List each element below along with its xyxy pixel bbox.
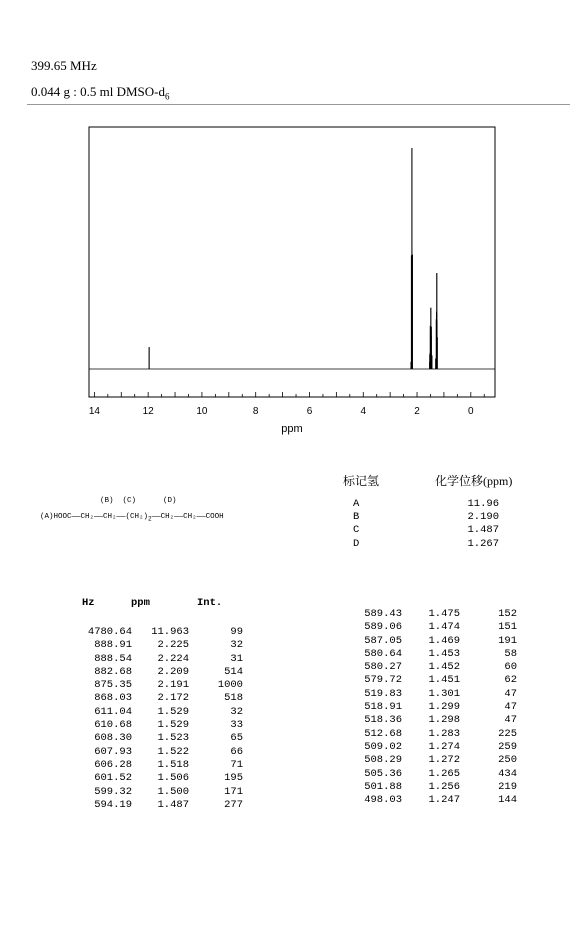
peak-row — [353, 661, 517, 674]
peak-row — [353, 648, 517, 661]
formula-part-2: ——CH₂——CH₂——COOH — [151, 513, 224, 521]
peak-hz: 580.64 — [364, 647, 402, 660]
assignment-header-shift: 化学位移(ppm) — [435, 474, 513, 488]
peak-int: 518 — [224, 692, 243, 705]
assignment-label: D — [353, 537, 360, 550]
peak-row — [353, 781, 517, 794]
structure-position-labels: (B) (C) (D) — [100, 497, 177, 505]
peak-int: 47 — [504, 687, 517, 700]
peak-ppm: 1.475 — [428, 608, 460, 620]
peak-int: 434 — [498, 767, 517, 780]
peak-row — [353, 728, 517, 741]
peak-row — [64, 679, 243, 692]
assignment-row — [353, 524, 499, 537]
peak-hz: 512.68 — [364, 727, 402, 740]
spectrometer-frequency: 399.65 MHz — [31, 58, 97, 73]
formula-part-1: (A)HOOC——CH₂——CH₂——(CH₂) — [40, 513, 149, 521]
peak-header-int: Int. — [197, 597, 223, 609]
peak-ppm: 1.274 — [428, 740, 460, 753]
x-axis-label: ppm — [281, 423, 303, 435]
peak-hz: 601.52 — [94, 772, 132, 785]
peak-row — [64, 692, 243, 705]
peak-ppm: 11.963 — [151, 626, 189, 638]
peak-row — [64, 653, 243, 666]
peak-ppm: 1.529 — [157, 719, 189, 732]
peak-row — [353, 621, 517, 634]
peak-row — [64, 732, 243, 745]
peak-row — [64, 719, 243, 732]
peak-int: 219 — [498, 780, 517, 793]
peak-header-hz: Hz — [82, 597, 95, 609]
peak-int: 259 — [498, 740, 517, 753]
peak-hz: 606.28 — [94, 758, 132, 771]
peak-int: 250 — [498, 754, 517, 767]
peak-ppm: 1.451 — [428, 674, 460, 687]
peak-int: 151 — [498, 621, 517, 634]
formula-subscript: 2 — [148, 515, 152, 523]
x-tick-label: 0 — [468, 406, 474, 417]
peak-ppm: 1.283 — [428, 727, 460, 740]
peak-int: 1000 — [217, 679, 243, 692]
peak-ppm: 1.518 — [157, 758, 189, 771]
peak-int: 60 — [504, 661, 517, 674]
peak-row — [353, 688, 517, 701]
peak-hz: 610.68 — [94, 719, 132, 732]
nmr-spectrum-chart — [0, 0, 570, 450]
peak-row — [353, 741, 517, 754]
peak-hz: 498.03 — [364, 794, 402, 807]
x-tick-label: 14 — [88, 406, 100, 417]
peak-int: 277 — [224, 798, 243, 811]
peak-row — [64, 746, 243, 759]
peak-hz: 599.32 — [94, 785, 132, 798]
peak-row — [353, 674, 517, 687]
peak-hz: 888.91 — [94, 639, 132, 652]
peak-hz: 589.43 — [364, 608, 402, 620]
peak-ppm: 1.500 — [157, 785, 189, 798]
peak-hz: 607.93 — [94, 745, 132, 758]
peak-int: 33 — [230, 719, 243, 732]
assignment-label: C — [353, 524, 360, 537]
peak-row — [353, 714, 517, 727]
peak-int: 47 — [504, 714, 517, 727]
peak-ppm: 1.272 — [428, 754, 460, 767]
peak-hz: 611.04 — [94, 705, 132, 718]
peak-hz: 868.03 — [94, 692, 132, 705]
peak-row — [353, 794, 517, 807]
peak-hz: 888.54 — [94, 652, 132, 665]
peak-int: 191 — [498, 634, 517, 647]
assignment-table — [353, 498, 499, 551]
peak-ppm: 1.452 — [428, 661, 460, 674]
peak-row — [353, 635, 517, 648]
peak-int: 171 — [224, 785, 243, 798]
peak-ppm: 1.506 — [157, 772, 189, 785]
structure-formula — [40, 513, 224, 523]
assignment-value: 1.267 — [467, 537, 499, 550]
x-tick-label: 12 — [142, 406, 154, 417]
peak-hz: 594.19 — [94, 798, 132, 811]
peak-hz: 518.91 — [364, 701, 402, 714]
peak-ppm: 1.487 — [157, 798, 189, 811]
peak-ppm: 1.247 — [428, 794, 460, 807]
peak-ppm: 2.209 — [157, 665, 189, 678]
peak-hz: 509.02 — [364, 740, 402, 753]
peak-ppm: 1.529 — [157, 705, 189, 718]
peak-hz: 4780.64 — [87, 626, 132, 638]
peak-row — [64, 799, 243, 812]
peak-hz: 505.36 — [364, 767, 402, 780]
peak-int: 58 — [504, 647, 517, 660]
peak-int: 32 — [230, 639, 243, 652]
assignment-row — [353, 498, 499, 511]
peak-hz: 508.29 — [364, 754, 402, 767]
peak-int: 144 — [498, 794, 517, 807]
peak-hz: 518.36 — [364, 714, 402, 727]
peak-hz: 608.30 — [94, 732, 132, 745]
peak-row — [64, 786, 243, 799]
peak-int: 195 — [224, 772, 243, 785]
peak-ppm: 1.469 — [428, 634, 460, 647]
peak-row — [353, 701, 517, 714]
peak-hz: 579.72 — [364, 674, 402, 687]
peak-hz: 519.83 — [364, 687, 402, 700]
peak-int: 31 — [230, 652, 243, 665]
peak-int: 99 — [230, 626, 243, 638]
peak-hz: 587.05 — [364, 634, 402, 647]
sample-text: 0.044 g : 0.5 ml DMSO-d — [31, 84, 165, 99]
peak-ppm: 1.298 — [428, 714, 460, 727]
peak-ppm: 2.224 — [157, 652, 189, 665]
peak-ppm: 1.301 — [428, 687, 460, 700]
spectrum-trace — [89, 148, 495, 369]
peak-row — [64, 626, 243, 639]
peak-hz: 580.27 — [364, 661, 402, 674]
sample-subscript: 6 — [164, 91, 170, 102]
peak-row — [64, 639, 243, 652]
x-tick-label: 4 — [360, 406, 367, 417]
assignment-header-label: 标记氢 — [343, 474, 380, 488]
assignment-value: 2.190 — [467, 511, 499, 524]
peak-ppm: 2.172 — [157, 692, 189, 705]
plot-frame — [89, 127, 495, 397]
peak-ppm: 1.299 — [428, 701, 460, 714]
peak-ppm: 1.265 — [428, 767, 460, 780]
peak-table-right — [353, 608, 517, 807]
assignment-row — [353, 511, 499, 524]
peak-int: 225 — [498, 727, 517, 740]
peak-ppm: 1.522 — [157, 745, 189, 758]
peak-row — [353, 768, 517, 781]
x-tick-label: 8 — [252, 406, 259, 417]
peak-hz: 589.06 — [364, 621, 402, 634]
peak-int: 514 — [224, 665, 243, 678]
peak-ppm: 2.191 — [157, 679, 189, 692]
peak-int: 66 — [230, 745, 243, 758]
peak-table-left — [64, 626, 243, 812]
peak-row — [64, 706, 243, 719]
peak-int: 152 — [498, 608, 517, 620]
peak-row — [353, 754, 517, 767]
peak-ppm: 1.256 — [428, 780, 460, 793]
assignment-value: 11.96 — [467, 498, 499, 510]
peak-header-ppm: ppm — [131, 597, 150, 609]
peak-ppm: 1.523 — [157, 732, 189, 745]
peak-int: 62 — [504, 674, 517, 687]
x-tick-label: 6 — [306, 406, 313, 417]
peak-hz: 875.35 — [94, 679, 132, 692]
assignment-label: B — [353, 511, 360, 524]
x-tick-label: 10 — [196, 406, 208, 417]
peak-ppm: 1.453 — [428, 647, 460, 660]
peak-row — [64, 759, 243, 772]
peak-row — [64, 666, 243, 679]
peak-row — [64, 772, 243, 785]
peak-row — [353, 608, 517, 621]
assignment-label: A — [353, 498, 360, 510]
peak-int: 32 — [230, 705, 243, 718]
peak-ppm: 2.225 — [157, 639, 189, 652]
peak-ppm: 1.474 — [428, 621, 460, 634]
assignment-value: 1.487 — [467, 524, 499, 537]
peak-int: 47 — [504, 701, 517, 714]
x-tick-label: 2 — [414, 406, 420, 417]
assignment-row — [353, 538, 499, 551]
peak-int: 71 — [230, 758, 243, 771]
peak-hz: 882.68 — [94, 665, 132, 678]
peak-int: 65 — [230, 732, 243, 745]
peak-hz: 501.88 — [364, 780, 402, 793]
